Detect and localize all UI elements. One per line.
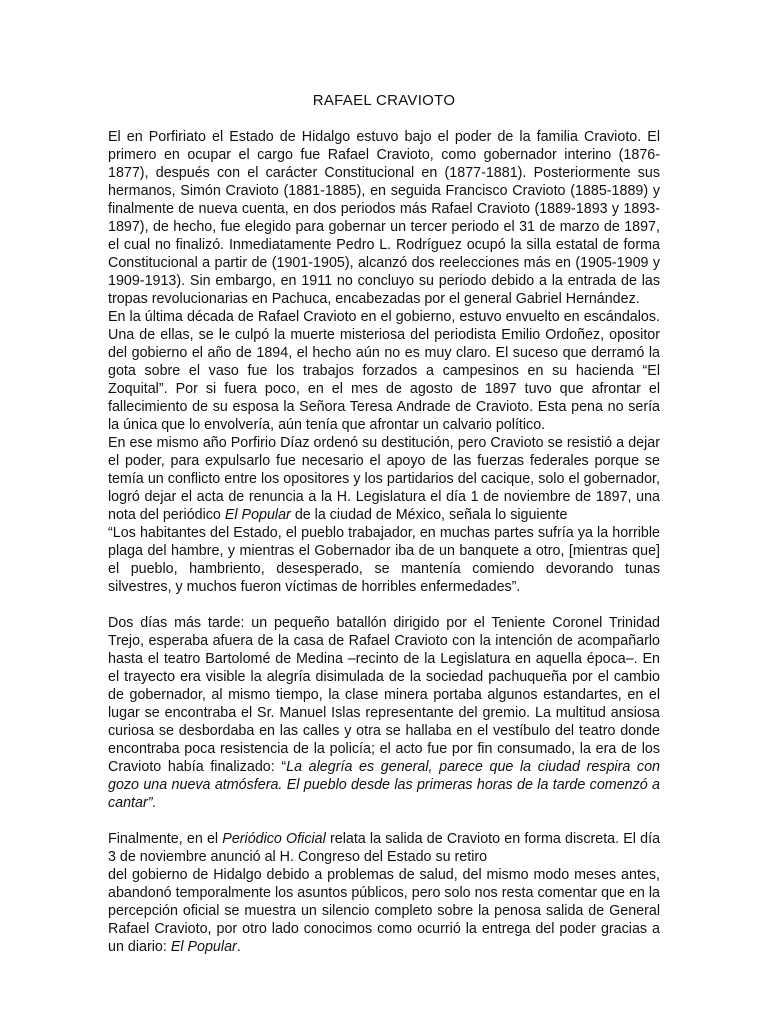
paragraph-text: del gobierno de Hidalgo debido a problemas de salud, del mismo modo meses antes, abandonó temporalmente los asuntos públicos, pero solo nos resta comentar que en la percepción oficial se muestra un silencio completo sobre la penosa salida de General Rafael Cravioto, por otro lado conocimos como ocurrió la entrega del poder gracias a un diario: <box>108 867 660 955</box>
document-body <box>108 128 660 956</box>
newspaper-name: El Popular <box>224 507 291 523</box>
paragraph-destitucion <box>108 434 660 524</box>
quote-paragraph: “Los habitantes del Estado, el pueblo trabajador, en muchas partes sufría ya la horrible plaga del hambre, y mientras el Gobernador iba de un banquete a otro, [mientras que] el pueblo, hambriento, desesperado, se mantenía comiendo devorando tunas silvestres, y muchos fueron víctimas de horribles enfermedades”. <box>108 525 660 595</box>
italic-quote: La alegría es general, parece que la ciudad respira con gozo una nueva atmósfera. El pueblo desde las primeras horas de la tarde comenzó a cantar”. <box>108 759 660 811</box>
paragraph-finalmente <box>108 830 660 866</box>
paragraph-end: . <box>236 939 241 955</box>
paragraph-porfiriato: El en Porfiriato el Estado de Hidalgo estuvo bajo el poder de la familia Cravioto. El primero en ocupar el cargo fue Rafael Cravioto, como gobernador interino (1876-1877), después con el carácter Constitucional en (1877-1881). Posteriormente sus hermanos, Simón Cravioto (1881-1885), en seguida Francisco Cravioto (1885-1889) y finalmente de nueva cuenta, en dos periodos más Rafael Cravioto (1889-1893 y 1893-1897), de hecho, fue elegido para gobernar un tercer periodo el 31 de marzo de 1897, el cual no finalizó. Inmediatamente Pedro L. Rodríguez ocupó la silla estatal de forma Constitucional a partir de (1901-1905), alcanzó dos reelecciones más en (1905-1909 y 1909-1913). Sin embargo, en 1911 no concluyo su periodo debido a la entrada de las tropas revolucionarias en Pachuca, encabezadas por el general Gabriel Hernández. <box>108 129 660 307</box>
paragraph-text: Dos días más tarde: un pequeño batallón dirigido por el Teniente Coronel Trinidad Trejo, esperaba afuera de la casa de Rafael Cravioto con la intención de acompañarlo hasta el teatro Bartolomé de Medina –recinto de la Legislatura en aquella época–. En el trayecto era visible la alegría disimulada de la sociedad pachuqueña por el cambio de gobernador, al mismo tiempo, la clase minera portaba algunos estandartes, en el lugar se encontraba el Sr. Manuel Islas representante del gremio. La multitud ansiosa curiosa se desbordaba en las calles y otra se hallaba en el vestíbulo del teatro donde encontraba poca resistencia de la policía; el acto fue por fin consumado, la era de los Cravioto había finalizado: “ <box>108 615 660 775</box>
paragraph-text: En ese mismo año Porfirio Díaz ordenó su destitución, pero Cravioto se resistió a dejar el poder, para expulsarlo fue necesario el apoyo de las fuerzas federales porque se temía un conflicto entre los opositores y los partidarios del cacique, solo el gobernador, logró dejar el acta de renuncia a la H. Legislatura el día 1 de noviembre de 1897, una nota del periódico <box>108 435 660 523</box>
paragraph-batallon <box>108 614 660 812</box>
paragraph-conclusion <box>108 866 660 956</box>
paragraph-text: relata la salida de Cravioto en forma discreta. El día 3 de noviembre anunció al H. Congreso del Estado su retiro <box>108 831 661 865</box>
newspaper-name: El Popular <box>170 939 237 955</box>
paragraph-text: de la ciudad de México, señala lo siguiente <box>294 507 568 523</box>
document-title: RAFAEL CRAVIOTO <box>312 92 456 109</box>
newspaper-name: Periódico Oficial <box>222 831 326 847</box>
paragraph-text: Finalmente, en el <box>108 831 219 847</box>
paragraph-escandalos: En la última década de Rafael Cravioto en el gobierno, estuvo envuelto en escándalos. Una de ellas, se le culpó la muerte misteriosa del periodista Emilio Ordoñez, opositor del gobierno el año de 1894, el hecho aún no es muy claro. El suceso que derramó la gota sobre el vaso fue los trabajos forzados a campesinos en su hacienda “El Zoquital”. Por si fuera poco, en el mes de agosto de 1897 tuvo que afrontar el fallecimiento de su esposa la Señora Teresa Andrade de Cravioto. Esta pena no sería la única que lo envolvería, aún tenía que afrontar un calvario político. <box>108 309 660 433</box>
